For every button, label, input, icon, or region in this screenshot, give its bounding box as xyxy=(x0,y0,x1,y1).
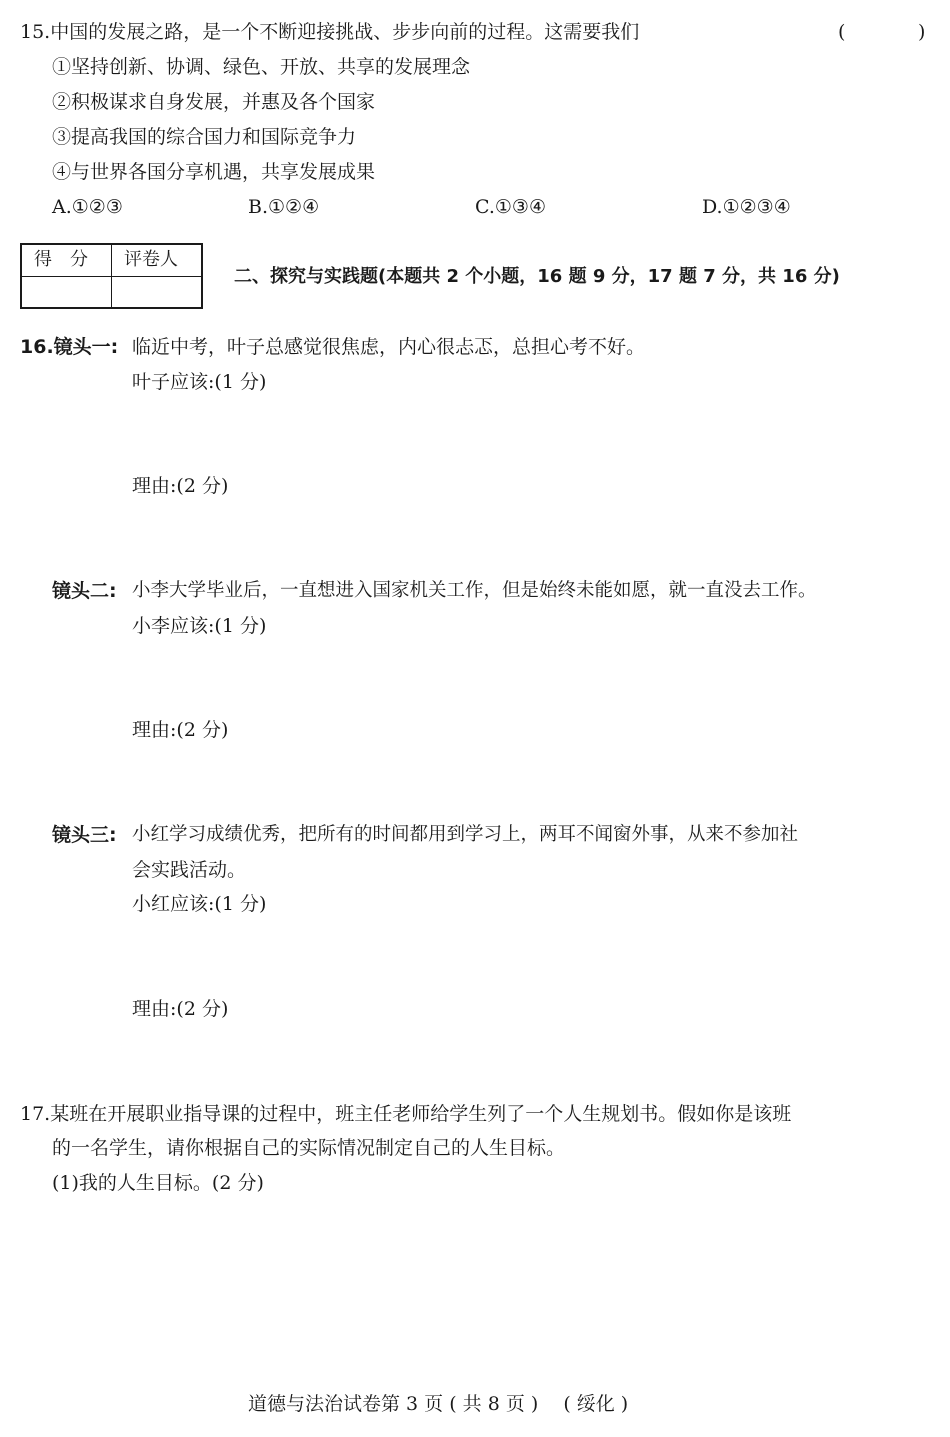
q15-option-b: B.①②④ xyxy=(248,196,320,218)
q16-scene1-should: 叶子应该:(1 分) xyxy=(132,371,267,393)
q16-scene3-text-line1: 小红学习成绩优秀，把所有的时间都用到学习上，两耳不闻窗外事，从来不参加社 xyxy=(132,824,799,845)
q16-scene1-reason: 理由:(2 分) xyxy=(132,475,229,497)
q15-stem: 15.中国的发展之路，是一个不断迎接挑战、步步向前的过程。这需要我们 xyxy=(20,21,640,43)
score-label: 得 分 xyxy=(34,249,88,270)
q16-scene3-should: 小红应该:(1 分) xyxy=(132,893,267,915)
q16-scene2-should: 小李应该:(1 分) xyxy=(132,615,267,637)
q16-scene1-text: 临近中考，叶子总感觉很焦虑，内心很忐忑，总担心考不好。 xyxy=(132,336,646,358)
score-table-divider-horizontal xyxy=(22,276,201,277)
q17-line2: 的一名学生，请你根据自己的实际情况制定自己的人生目标。 xyxy=(52,1137,566,1159)
q15-answer-bracket-open: ( xyxy=(838,21,846,43)
q17-line1: 17.某班在开展职业指导课的过程中，班主任老师给学生列了一个人生规划书。假如你是该班 xyxy=(20,1103,792,1125)
q16-scene3-reason: 理由:(2 分) xyxy=(132,998,229,1020)
q15-option-d: D.①②③④ xyxy=(702,196,791,218)
q16-scene2-reason: 理由:(2 分) xyxy=(132,719,229,741)
grader-label: 评卷人 xyxy=(124,249,178,270)
page-footer: 道德与法治试卷第 3 页 ( 共 8 页 ) ( 绥化 ) xyxy=(248,1393,629,1415)
section2-title: 二、探究与实践题(本题共 2 个小题，16 题 9 分，17 题 7 分，共 16 分) xyxy=(234,266,840,287)
q15-answer-bracket-close: ) xyxy=(918,21,926,43)
q15-option-c: C.①③④ xyxy=(475,196,546,218)
q16-scene2-text: 小李大学毕业后，一直想进入国家机关工作，但是始终未能如愿，就一直没去工作。 xyxy=(132,580,817,601)
q16-scene3-label: 镜头三: xyxy=(52,824,117,846)
q15-option-a: A.①②③ xyxy=(52,196,123,218)
q17-sub1: (1)我的人生目标。(2 分) xyxy=(52,1172,264,1194)
q15-item-4: ④与世界各国分享机遇，共享发展成果 xyxy=(52,161,376,183)
q15-item-1: ①坚持创新、协调、绿色、开放、共享的发展理念 xyxy=(52,56,471,78)
score-table xyxy=(20,243,203,309)
q15-item-3: ③提高我国的综合国力和国际竞争力 xyxy=(52,126,357,148)
q16-scene3-text-line2: 会实践活动。 xyxy=(132,859,247,881)
q16-scene1-label: 16.镜头一: xyxy=(20,336,119,358)
q15-item-2: ②积极谋求自身发展，并惠及各个国家 xyxy=(52,91,376,113)
q16-scene2-label: 镜头二: xyxy=(52,580,117,602)
